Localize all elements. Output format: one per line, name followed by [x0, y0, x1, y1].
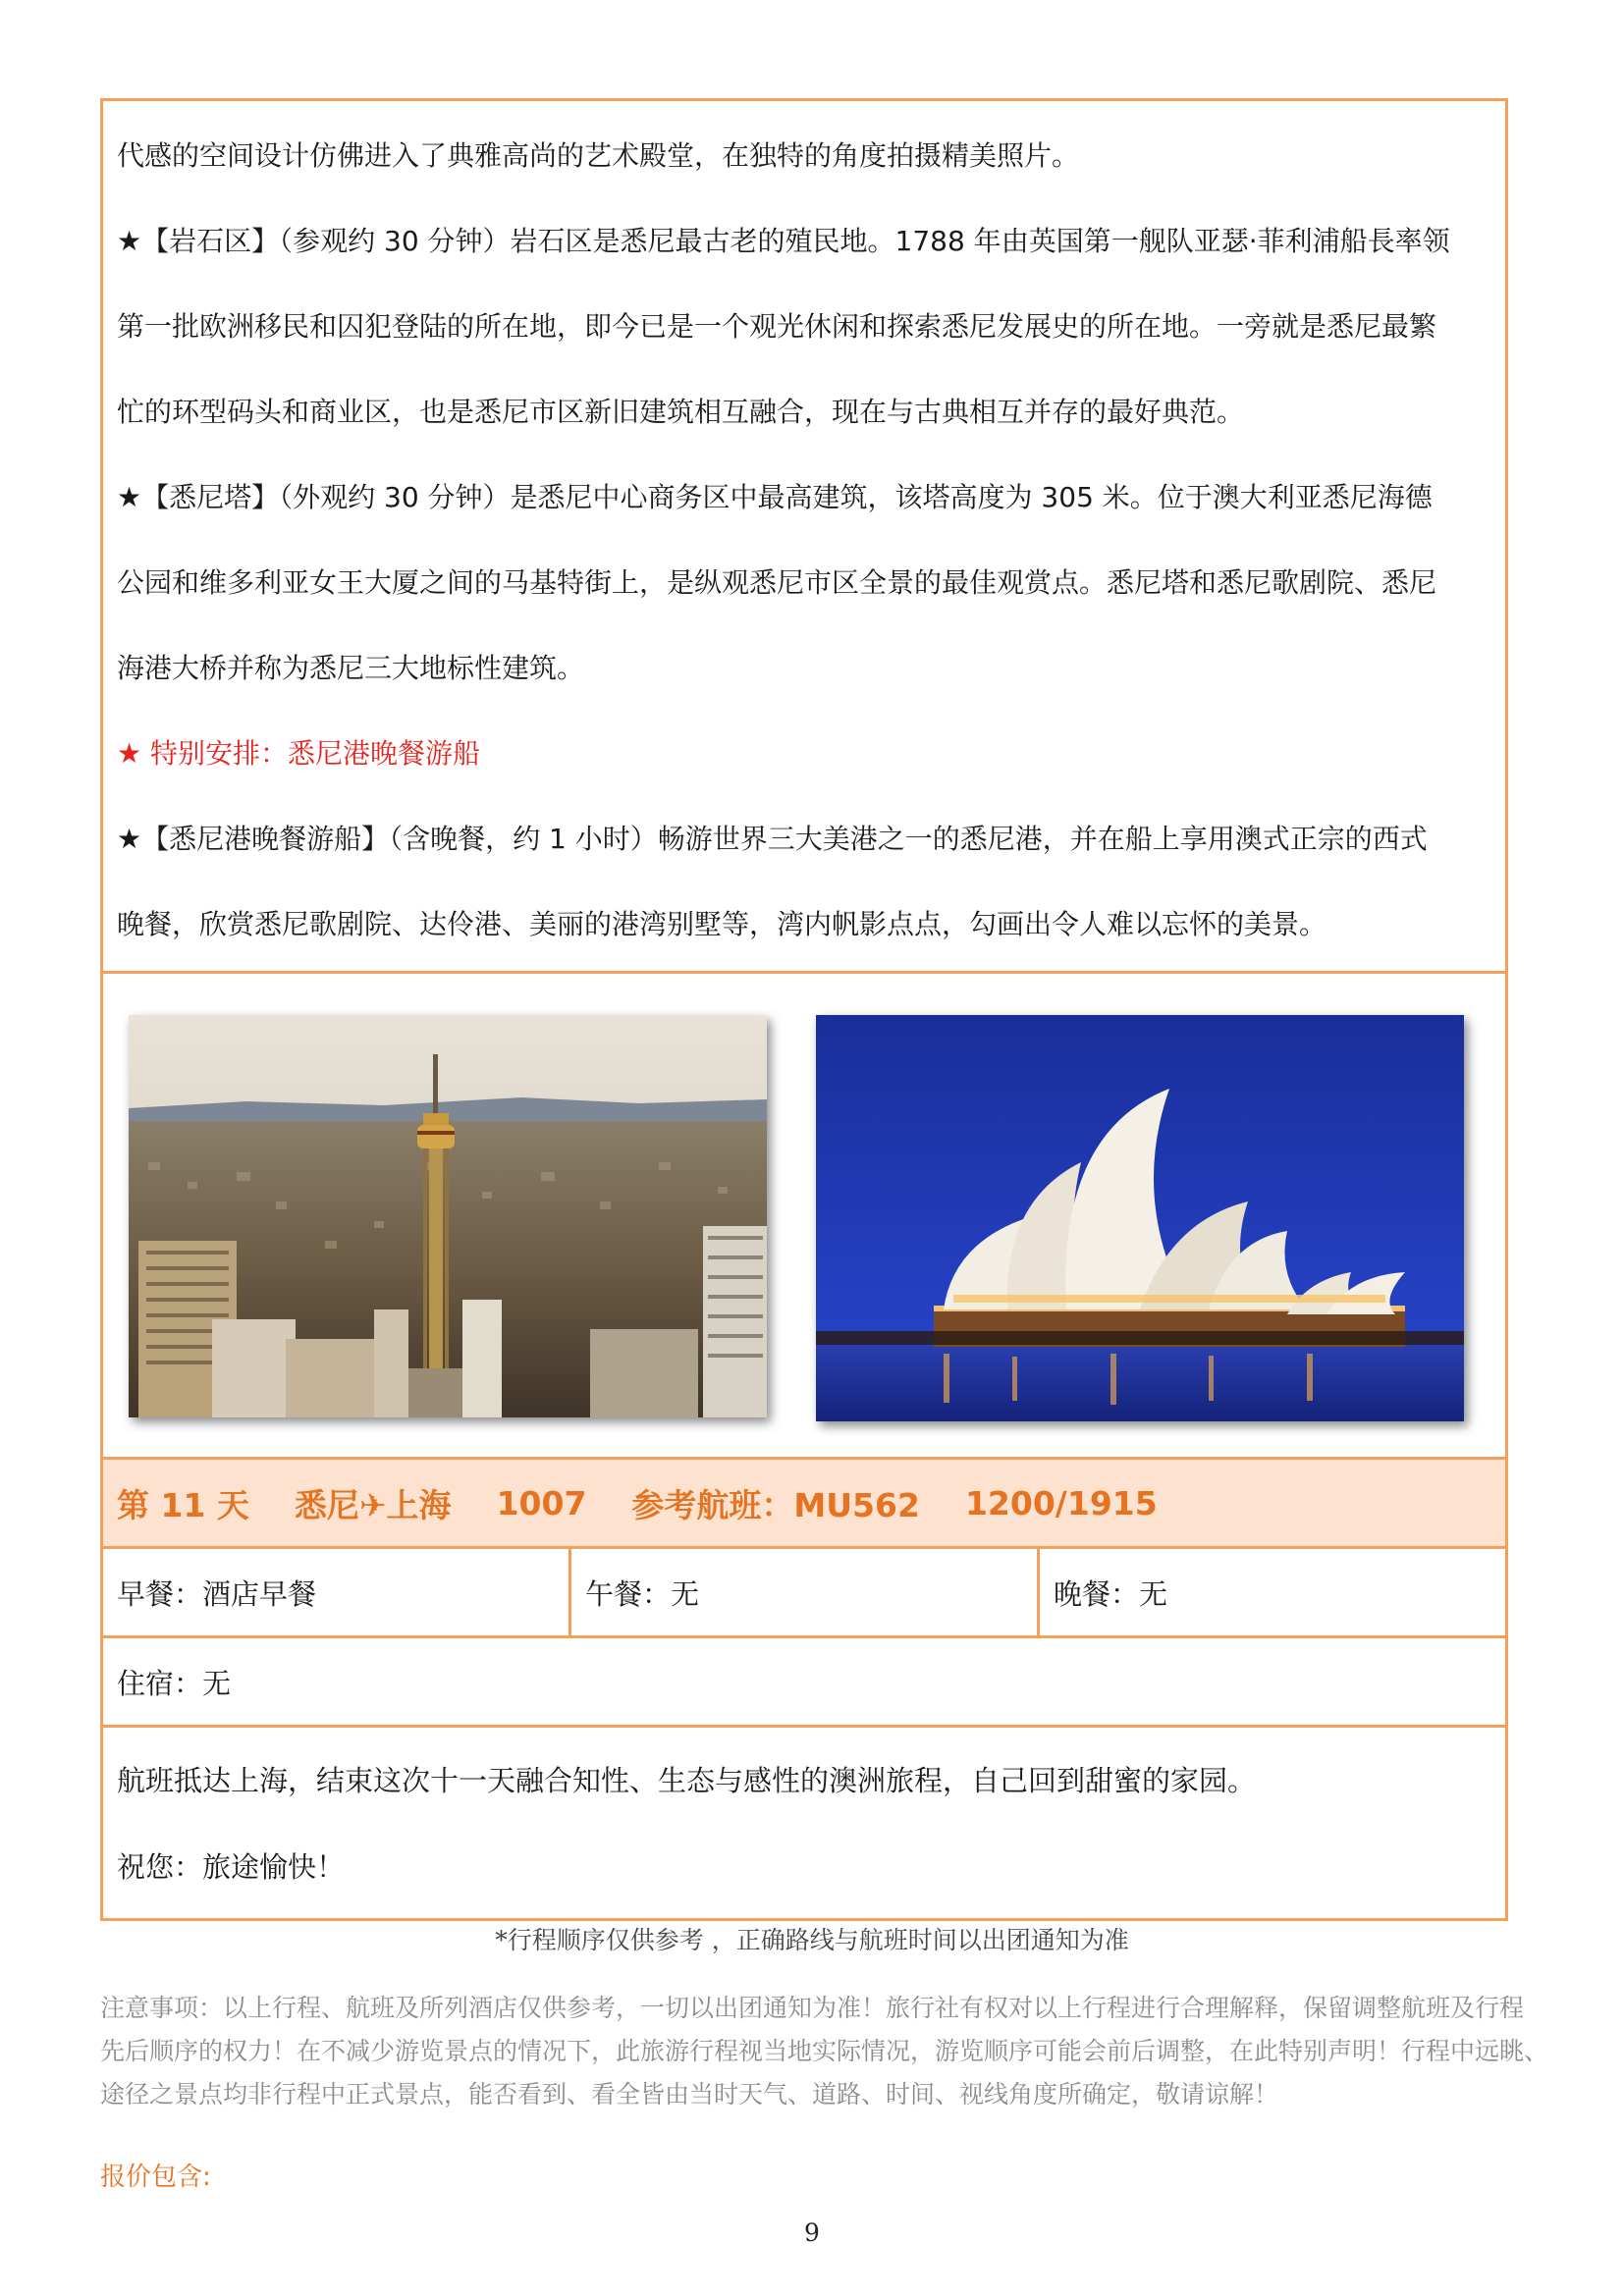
flight-times: 1200/1915 [964, 1483, 1158, 1522]
itinerary-paragraph: 忙的环型码头和商业区，也是悉尼市区新旧建筑相互融合，现在与古典相互并存的最好典范。 [117, 396, 1245, 428]
notice-line: 注意事项：以上行程、航班及所列酒店仅供参考，一切以出团通知为准！旅行社有权对以上行程进行合理解释，保留调整航班及行程 [100, 1994, 1525, 2022]
notice-line: 先后顺序的权力！在不减少游览景点的情况下，此旅游行程视当地实际情况，游览顺序可能会前后调整，在此特别声明！行程中远眺、 [100, 2037, 1549, 2065]
itinerary-paragraph: 公园和维多利亚女王大厦之间的马基特街上，是纵观悉尼市区全景的最佳观赏点。悉尼塔和悉尼歌剧院、悉尼 [117, 566, 1437, 599]
itinerary-description [103, 101, 1505, 971]
itinerary-paragraph: 代感的空间设计仿佛进入了典雅高尚的艺术殿堂，在独特的角度拍摄精美照片。 [117, 139, 1080, 172]
itinerary-paragraph: 晚餐，欣赏悉尼歌剧院、达伶港、美丽的港湾别墅等，湾内帆影点点，勾画出令人难以忘怀的美景。 [117, 908, 1327, 940]
itinerary-paragraph: 海港大桥并称为悉尼三大地标性建筑。 [117, 652, 585, 684]
flight-reference: 参考航班：MU562 [631, 1485, 920, 1524]
day-11-summary [103, 1728, 1505, 1918]
itinerary-paragraph: 第一批欧洲移民和囚犯登陆的所在地，即今已是一个观光休闲和探索悉尼发展史的所在地。一旁就是悉尼最繁 [117, 310, 1437, 343]
sydney-opera-house-photo [816, 1015, 1464, 1421]
lunch-cell: 午餐：无 [568, 1549, 1037, 1635]
notice-block [100, 1987, 1549, 2116]
day-number: 第 11 天 [117, 1485, 249, 1524]
footnote: *行程顺序仅供参考 ，正确路线与航班时间以出团通知为准 [495, 1926, 1129, 1954]
route: 悉尼✈上海 [294, 1485, 452, 1524]
lodging-row: 住宿：无 [103, 1638, 1505, 1728]
breakfast-cell: 早餐：酒店早餐 [117, 1576, 317, 1611]
dinner-cell: 晚餐：无 [1037, 1549, 1505, 1635]
summary-text: 航班抵达上海，结束这次十一天融合知性、生态与感性的澳洲旅程，自己回到甜蜜的家园。 [117, 1764, 1257, 1797]
day-11-header [103, 1457, 1505, 1549]
sydney-tower-photo [129, 1015, 767, 1417]
itinerary-paragraph: ★【悉尼塔】（外观约 30 分钟）是悉尼中心商务区中最高建筑，该塔高度为 305 米。位于澳大利亚悉尼海德 [117, 481, 1433, 513]
itinerary-paragraph: ★【岩石区】（参观约 30 分钟）岩石区是悉尼最古老的殖民地。1788 年由英国第一舰队亚瑟·菲利浦船長率领 [117, 225, 1450, 257]
notice-line: 途径之景点均非行程中正式景点，能否看到、看全皆由当时天气、道路、时间、视线角度所确定，敬请谅解！ [100, 2080, 1279, 2109]
special-arrangement: ★ 特别安排：悉尼港晚餐游船 [117, 737, 481, 770]
itinerary-paragraph: ★【悉尼港晚餐游船】（含晚餐，约 1 小时）畅游世界三大美港之一的悉尼港，并在船上享用澳式正宗的西式 [117, 823, 1428, 855]
route-code: 1007 [496, 1483, 587, 1522]
itinerary-frame [100, 98, 1508, 1921]
page-number: 9 [804, 2218, 820, 2247]
wish-text: 祝您：旅途愉快！ [117, 1850, 346, 1884]
meals-row [103, 1549, 1505, 1638]
photo-row [103, 971, 1505, 1457]
price-includes-label: 报价包含: [100, 2163, 211, 2192]
